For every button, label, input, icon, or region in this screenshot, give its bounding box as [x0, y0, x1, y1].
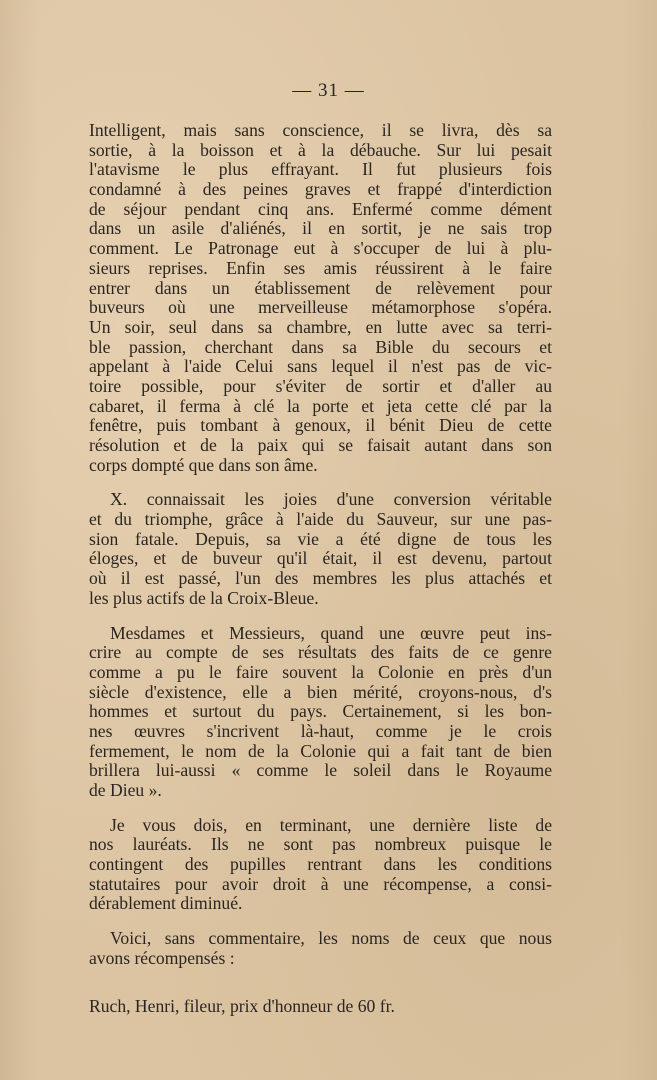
paragraph-5 — [89, 929, 552, 968]
laureate-entry: Ruch, Henri, fileur, prix d'honneur de 60 fr. — [89, 995, 395, 1016]
text-line: nes œuvres s'incrivent là-haut, comme je le crois — [89, 720, 552, 741]
text-line: éloges, et de buveur qu'il était, il est devenu, partout — [89, 548, 552, 569]
text-line: les plus actifs de la Croix-Bleue. — [89, 587, 319, 608]
text-line: cabaret, il ferma à clé la porte et jeta cette clé par la — [89, 395, 552, 416]
text-line: avons récompensés : — [89, 947, 235, 968]
text-line: Je vous dois, en terminant, une dernière liste de — [110, 814, 552, 835]
text-line: statutaires pour avoir droit à une récompense, a consi- — [89, 873, 552, 894]
text-line: entrer dans un établissement de relèvement pour — [89, 277, 552, 298]
text-line: comme a pu le faire souvent la Colonie en près d'un — [89, 661, 552, 682]
body-text — [89, 121, 552, 1016]
text-line: buveurs où une merveilleuse métamorphose s'opéra. — [89, 297, 552, 318]
text-line: Un soir, seul dans sa chambre, en lutte avec sa terri- — [89, 316, 552, 337]
text-line: corps dompté que dans son âme. — [89, 454, 318, 475]
text-line: Intelligent, mais sans conscience, il se livra, dès sa — [89, 120, 552, 140]
paragraph-3 — [89, 624, 552, 801]
text-line: X. connaissait les joies d'une conversion véritable — [110, 489, 552, 510]
text-line: condamné à des peines graves et frappé d'interdiction — [89, 179, 552, 200]
text-line: contingent des pupilles rentrant dans les conditions — [89, 854, 552, 875]
text-line: toire possible, pour s'éviter de sortir et d'aller au — [89, 375, 552, 396]
text-line: Mesdames et Messieurs, quand une œuvre peut ins- — [110, 622, 552, 643]
paragraph-spacer — [89, 801, 552, 816]
paragraph-spacer — [89, 609, 552, 624]
text-line: dans un asile d'aliénés, il en sortit, je ne sais trop — [89, 218, 552, 239]
laureate-list — [89, 997, 552, 1017]
page-number: — 31 — — [292, 80, 365, 101]
text-line: sortie, à la boisson et à la débauche. Sur lui pesait — [89, 139, 552, 160]
text-line: où il est passé, l'un des membres les plus attachés et — [89, 568, 552, 589]
text-line: de Dieu ». — [89, 780, 162, 800]
text-line: l'atavisme le plus effrayant. Il fut plusieurs fois — [89, 159, 552, 180]
text-line: hommes et surtout du pays. Certainement, si les bon- — [89, 701, 552, 722]
text-line: fermement, le nom de la Colonie qui a fait tant de bien — [89, 740, 552, 761]
text-line: Voici, sans commentaire, les noms de ceux que nous — [110, 928, 552, 949]
text-line: brillera lui-aussi « comme le soleil dans le Royaume — [89, 760, 552, 781]
paragraph-spacer — [89, 475, 552, 490]
paragraph-spacer — [89, 969, 552, 997]
text-line: sieurs reprises. Enfin ses amis réussirent à le faire — [89, 257, 552, 278]
paragraph-spacer — [89, 914, 552, 929]
paragraph-2 — [89, 490, 552, 608]
text-line: dérablement diminué. — [89, 893, 243, 914]
text-line: siècle d'existence, elle a bien mérité, croyons-nous, d's — [89, 681, 552, 702]
text-line: comment. Le Patronage eut à s'occuper de lui à plu- — [89, 238, 552, 259]
paragraph-4 — [89, 816, 552, 914]
text-line: fenêtre, puis tombant à genoux, il bénit Dieu de cette — [89, 415, 552, 436]
paragraph-1 — [89, 121, 552, 475]
text-line: nos lauréats. Ils ne sont pas nombreux puisque le — [89, 834, 552, 855]
text-line: sion fatale. Depuis, sa vie a été digne de tous les — [89, 528, 552, 549]
text-line: crire au compte de ses résultats des faits de ce genre — [89, 642, 552, 663]
text-line: et du triomphe, grâce à l'aide du Sauveur, sur une pas- — [89, 509, 552, 530]
text-line: résolution et de la paix qui se faisait autant dans son — [89, 435, 552, 455]
text-line: de séjour pendant cinq ans. Enfermé comme dément — [89, 198, 552, 219]
text-line: ble passion, cherchant dans sa Bible du secours et — [89, 336, 552, 357]
text-line: appelant à l'aide Celui sans lequel il n'est pas de vic- — [89, 356, 552, 377]
